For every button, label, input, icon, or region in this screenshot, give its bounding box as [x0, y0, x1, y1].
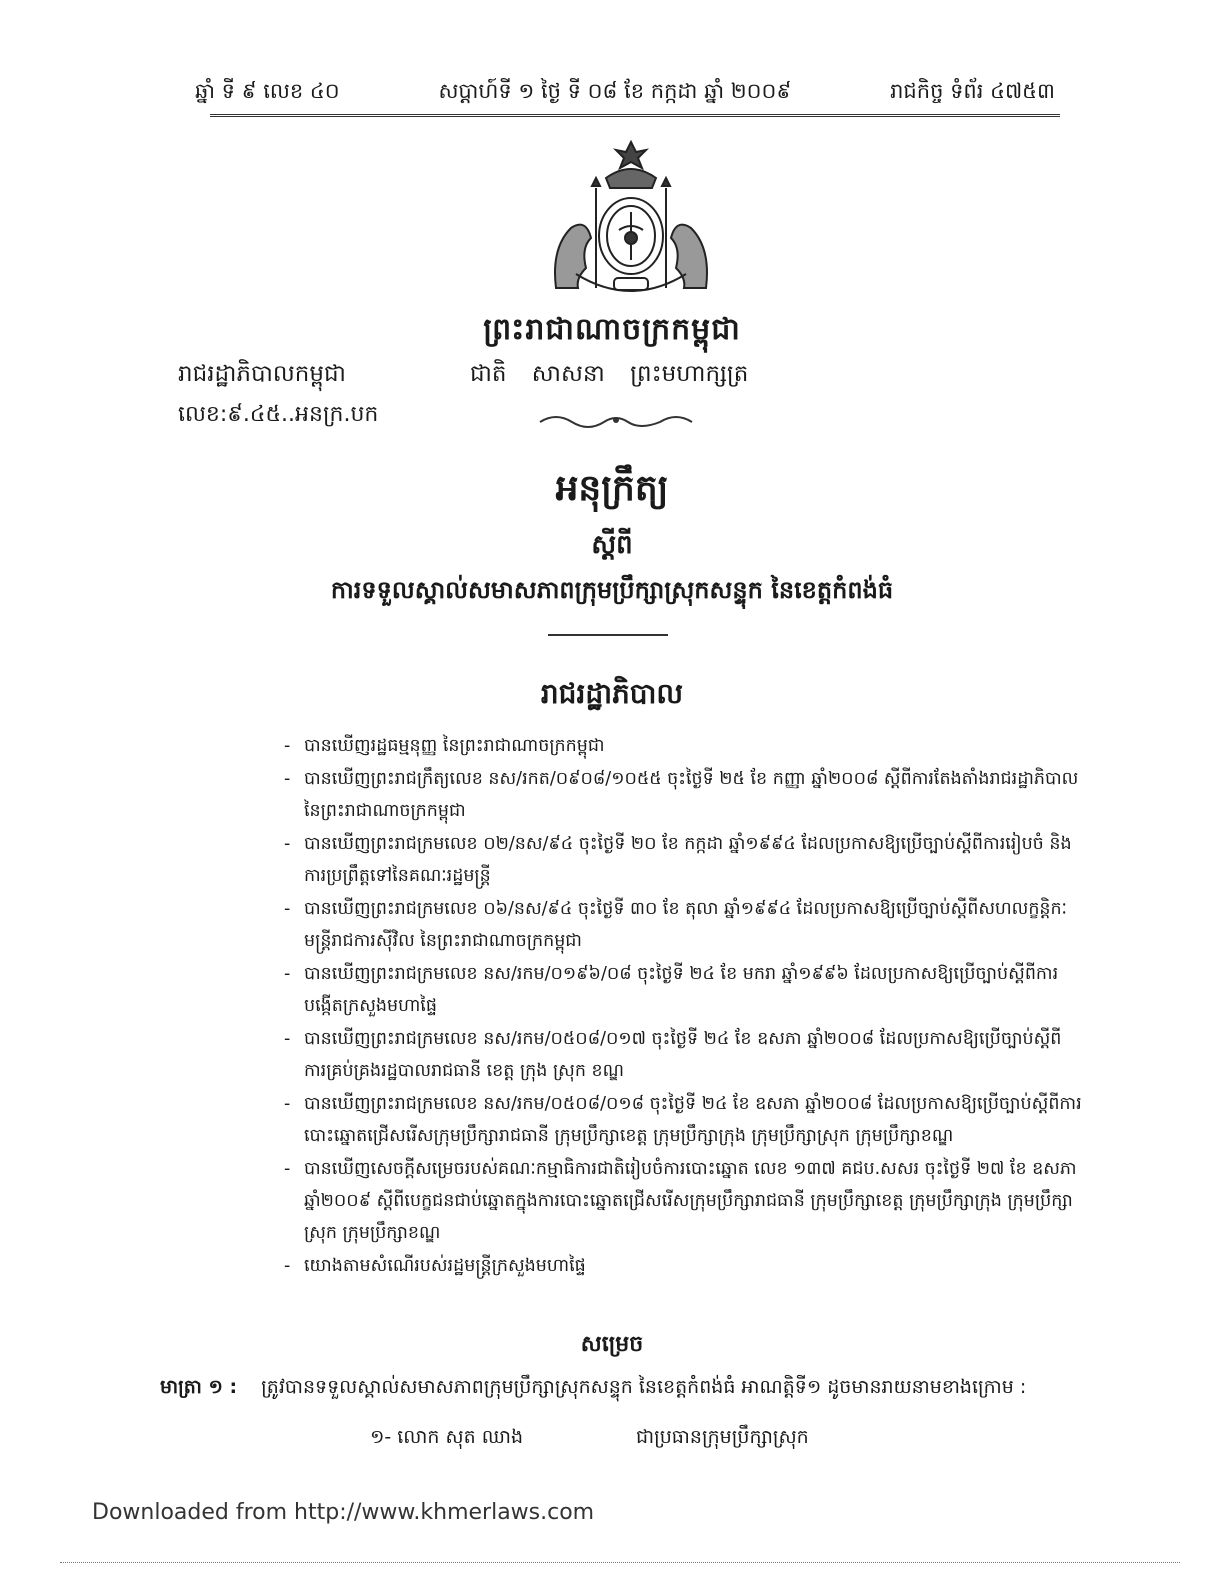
whereas-item: - បានឃើញព្រះរាជក្រមលេខ នស/រកម/០៥០៨/០១៧ ចុះថ្ងៃទី ២៤ ខែ ឧសភា ឆ្នាំ២០០៨ ដែលប្រកាសឱ្យប្រើច្បាប់ស្តីពីការគ្រប់គ្រងរដ្ឋបាលរាជធានី ខេត្ត ក្រុង ស្រុក ខណ្ឌ — [282, 1023, 1082, 1087]
whereas-clauses — [282, 730, 1082, 1283]
gazette-date: សប្តាហ៍ទី ១ ថ្ងៃ ទី ០៨ ខែ កក្កដា ឆ្នាំ ២០០៩ — [438, 79, 792, 103]
whereas-item: - បានឃើញរដ្ឋធម្មនុញ្ញ នៃព្រះរាជាណាចក្រកម្ពុជា — [282, 730, 1082, 762]
title-divider — [548, 634, 668, 636]
document-type: អនុក្រឹត្យ — [555, 468, 669, 509]
download-source-note: Downloaded from http://www.khmerlaws.com — [92, 1500, 595, 1525]
national-motto: ជាតិ សាសនា ព្រះមហាក្សត្រ — [470, 361, 749, 387]
whereas-item: - បានឃើញព្រះរាជក្រមលេខ នស/រកម/០១៩៦/០៨ ចុះថ្ងៃទី ២៤ ខែ មករា ឆ្នាំ១៩៩៦ ដែលប្រកាសឱ្យប្រើច្បាប់ស្តីពីការបង្កើតក្រសួងមហាផ្ទៃ — [282, 958, 1082, 1022]
article-text: ត្រូវបានទទួលស្គាល់សមាសភាពក្រុមប្រឹក្សាស្រុកសន្ទុក នៃខេត្តកំពង់ធំ អាណត្តិទី១ ដូចមានរាយនាមខាងក្រោម : — [261, 1376, 1027, 1398]
gazette-page-number: រាជកិច្ច ទំព័រ ៤៧៥៣ — [890, 79, 1055, 103]
kingdom-title: ព្រះរាជាណាចក្រកម្ពុជា — [483, 312, 741, 347]
gazette-header — [195, 78, 1055, 109]
member-role: ជាប្រធានក្រុមប្រឹក្សាស្រុក — [636, 1426, 809, 1448]
document-about: ស្តីពី — [591, 530, 633, 560]
header-divider — [210, 114, 1060, 117]
whereas-item: - បានឃើញសេចក្តីសម្រេចរបស់គណៈកម្មាធិការជាតិរៀបចំការបោះឆ្នោត លេខ ១៣៧ គជប.សសរ ចុះថ្ងៃទី ២៧ ខែ ឧសភា ឆ្នាំ២០០៩ ស្តីពីបេក្ខជនជាប់ឆ្នោតក្នុងការបោះឆ្នោតជ្រើសរើសក្រុមប្រឹក្សារាជធានី ក្រុមប្រឹក្សាខេត្ត ក្រុមប្រឹក្សាក្រុង ក្រុមប្រឹក្សាស្រុក ក្រុមប្រឹក្សាខណ្ឌ — [282, 1153, 1082, 1249]
whereas-item: - យោងតាមសំណើរបស់រដ្ឋមន្ត្រីក្រសួងមហាផ្ទៃ — [282, 1250, 1082, 1282]
ornament-divider-icon — [536, 410, 696, 430]
whereas-item: - បានឃើញព្រះរាជក្រមលេខ ០២/នស/៩៤ ចុះថ្ងៃទី ២០ ខែ កក្កដា ឆ្នាំ១៩៩៤ ដែលប្រកាសឱ្យប្រើច្បាប់ស្តីពីការរៀបចំ និងការប្រព្រឹត្តទៅនៃគណៈរដ្ឋមន្ត្រី — [282, 828, 1082, 892]
whereas-item: - បានឃើញព្រះរាជក្រឹត្យលេខ នស/រកត/០៩០៨/១០៥៥ ចុះថ្ងៃទី ២៥ ខែ កញ្ញា ឆ្នាំ២០០៨ ស្តីពីការតែងតាំងរាជរដ្ឋាភិបាល នៃព្រះរាជាណាចក្រកម្ពុជា — [282, 763, 1082, 827]
member-name: ១- លោក សុត ឈាង — [370, 1426, 524, 1448]
document-subject: ការទទួលស្គាល់សមាសភាពក្រុមប្រឹក្សាស្រុកសន្ទុក នៃខេត្តកំពង់ធំ — [330, 576, 894, 604]
reference-number: លេខ:៩.៤៥..អនក្រ.បក — [178, 402, 379, 427]
government-name: រាជរដ្ឋាភិបាលកម្ពុជា — [178, 361, 346, 387]
decision-heading: សម្រេច — [580, 1332, 644, 1357]
royal-coat-of-arms-icon — [536, 138, 726, 303]
bottom-divider — [60, 1562, 1180, 1563]
article-1 — [160, 1375, 1060, 1403]
whereas-item: - បានឃើញព្រះរាជក្រមលេខ នស/រកម/០៥០៨/០១៨ ចុះថ្ងៃទី ២៤ ខែ ឧសភា ឆ្នាំ២០០៨ ដែលប្រកាសឱ្យប្រើច្បាប់ស្តីពីការបោះឆ្នោតជ្រើសរើសក្រុមប្រឹក្សារាជធានី ក្រុមប្រឹក្សាខេត្ត ក្រុមប្រឹក្សាក្រុង ក្រុមប្រឹក្សាស្រុក ក្រុមប្រឹក្សាខណ្ឌ — [282, 1088, 1082, 1152]
issuing-authority: រាជរដ្ឋាភិបាល — [540, 677, 684, 710]
article-label: មាត្រា ១ : — [160, 1376, 238, 1398]
council-member-row — [370, 1425, 930, 1453]
whereas-item: - បានឃើញព្រះរាជក្រមលេខ ០៦/នស/៩៤ ចុះថ្ងៃទី ៣០ ខែ តុលា ឆ្នាំ១៩៩៤ ដែលប្រកាសឱ្យប្រើច្បាប់ស្តីពីសហលក្ខន្តិកៈមន្ត្រីរាជការស៊ីវិល នៃព្រះរាជាណាចក្រកម្ពុជា — [282, 893, 1082, 957]
gazette-volume: ឆ្នាំ ទី ៩ លេខ ៤០ — [195, 79, 340, 103]
